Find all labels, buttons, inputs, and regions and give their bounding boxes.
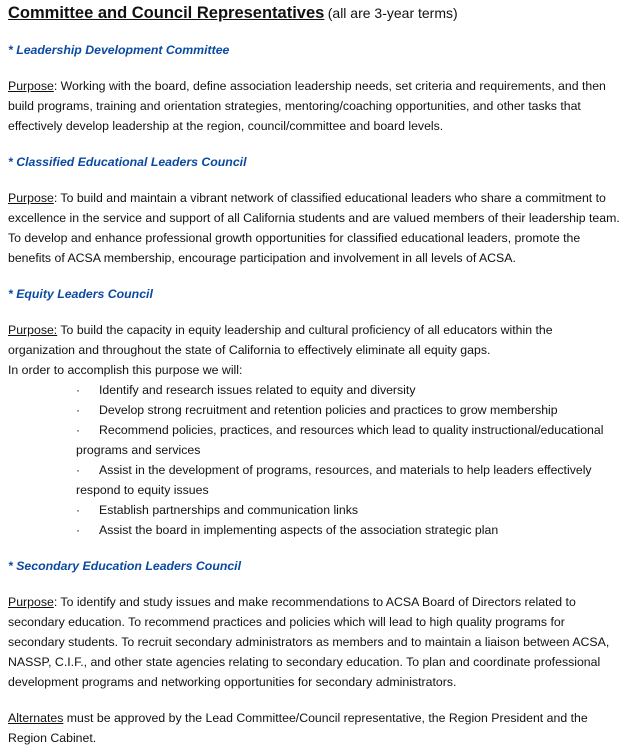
bullet-dot: · [76, 423, 81, 437]
section-heading-leadership-development: * Leadership Development Committee [8, 43, 230, 57]
bullet-text: Establish partnerships and communication links [99, 503, 359, 517]
list-item [8, 520, 620, 540]
alternates-note [8, 708, 620, 748]
title-line [8, 3, 620, 24]
list-item [8, 500, 620, 520]
section-purpose-secondary-education [8, 592, 620, 692]
purpose-text: : To identify and study issues and make recommendations to ACSA Board of Directors related to secondary education. To recommend practices and policies which will lead to high quality programs for secondary students. To recruit secondary administrators as members and to maintain a liaison between ACSA, NASSP, C.I.F., and other state agencies relating to secondary education. To plan and coordinate professional development programs and networking opportunities for secondary administrators. [8, 595, 610, 689]
purpose-label: Purpose [8, 191, 54, 205]
bullet-text: Assist the board in implementing aspects of the association strategic plan [99, 523, 499, 537]
bullet-dot: · [76, 503, 81, 517]
section-heading-classified-educational: * Classified Educational Leaders Council [8, 155, 247, 169]
term-note: (all are 3-year terms) [327, 5, 458, 21]
bullet-text: Identify and research issues related to equity and diversity [99, 383, 416, 397]
bullet-dot: · [76, 463, 81, 477]
list-item [8, 460, 620, 500]
equity-bullet-list [8, 380, 620, 540]
page-title: Committee and Council Representatives [8, 4, 325, 22]
section-purpose-classified-educational [8, 188, 620, 268]
purpose-text: : To build and maintain a vibrant network of classified educational leaders who share a commitment to excellence in the service and support of all California students and are valued members of their leadership team. To develop and enhance professional growth opportunities for classified educational leaders, promote the benefits of ACSA membership, encourage participation and involvement in all levels of ACSA. [8, 191, 620, 265]
section-purpose-equity-leaders [8, 320, 620, 360]
bullet-dot: · [76, 403, 81, 417]
bullet-text: Assist in the development of programs, resources, and materials to help leaders effectively respond to equity issues [76, 463, 592, 497]
bullet-text: Recommend policies, practices, and resources which lead to quality instructional/educational programs and services [76, 423, 604, 457]
bullet-intro: In order to accomplish this purpose we will: [8, 363, 243, 377]
purpose-text: : Working with the board, define association leadership needs, set criteria and requirements, and then build programs, training and orientation strategies, mentoring/coaching opportunities, and other tasks that effectively develop leadership at the region, council/committee and board levels. [8, 79, 606, 133]
section-heading-secondary-education: * Secondary Education Leaders Council [8, 559, 242, 573]
alternates-text: must be approved by the Lead Committee/Council representative, the Region President and the Region Cabinet. [8, 711, 588, 745]
purpose-label: Purpose: [8, 323, 58, 337]
bullet-dot: · [76, 383, 81, 397]
section-purpose-leadership-development [8, 76, 620, 136]
purpose-label: Purpose [8, 79, 54, 93]
list-item [8, 400, 620, 420]
purpose-label: Purpose [8, 595, 54, 609]
bullet-dot: · [76, 523, 81, 537]
list-item [8, 380, 620, 400]
section-heading-equity-leaders: * Equity Leaders Council [8, 287, 153, 301]
bullet-text: Develop strong recruitment and retention policies and practices to grow membership [99, 403, 558, 417]
purpose-text: To build the capacity in equity leadership and cultural proficiency of all educators within the organization and throughout the state of California to effectively eliminate all equity gaps. [8, 323, 553, 357]
list-item [8, 420, 620, 460]
alternates-label: Alternates [8, 711, 64, 725]
